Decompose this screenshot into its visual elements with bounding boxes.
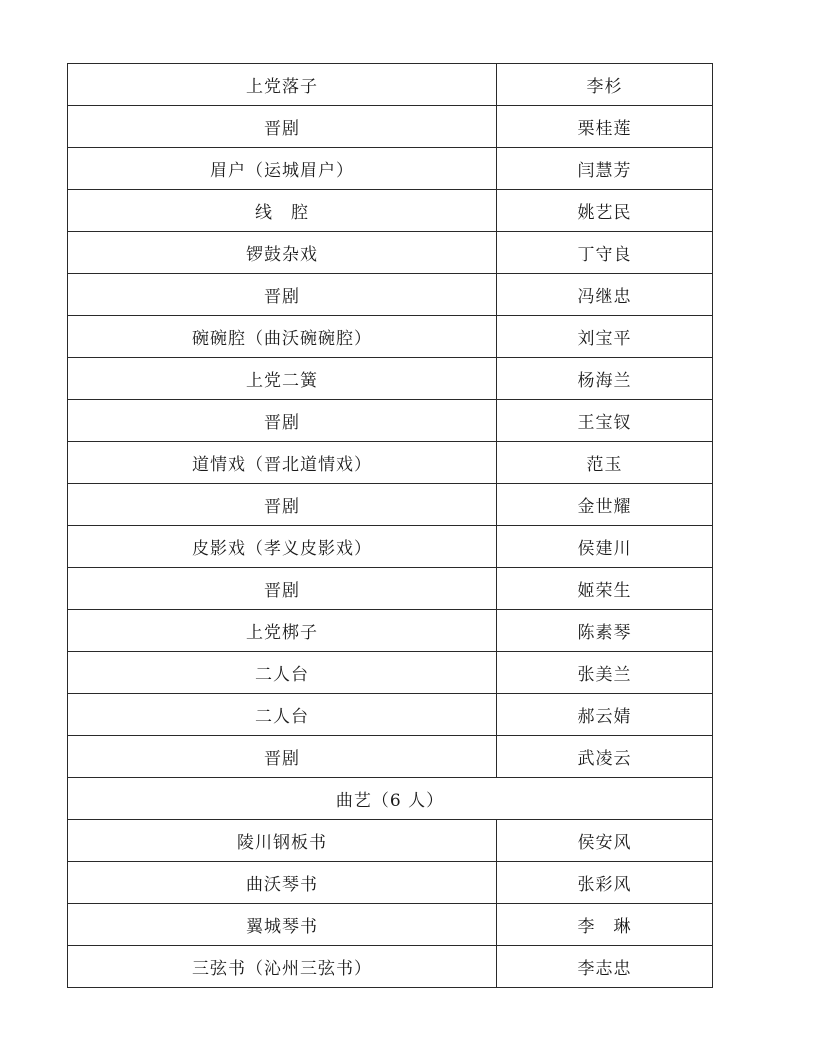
name-cell: 李杉	[497, 64, 713, 106]
table-row	[68, 904, 713, 946]
genre-cell: 陵川钢板书	[68, 820, 497, 862]
inheritors-table	[67, 63, 713, 988]
genre-cell: 上党落子	[68, 64, 497, 106]
genre-cell: 皮影戏（孝义皮影戏）	[68, 526, 497, 568]
name-cell: 李志忠	[497, 946, 713, 988]
genre-cell: 道情戏（晋北道情戏）	[68, 442, 497, 484]
table-row	[68, 526, 713, 568]
genre-cell: 碗碗腔（曲沃碗碗腔）	[68, 316, 497, 358]
table-row	[68, 946, 713, 988]
genre-cell: 上党梆子	[68, 610, 497, 652]
name-cell: 张彩风	[497, 862, 713, 904]
name-cell: 金世耀	[497, 484, 713, 526]
name-cell: 侯建川	[497, 526, 713, 568]
table-row	[68, 736, 713, 778]
name-cell: 武凌云	[497, 736, 713, 778]
table-row	[68, 820, 713, 862]
name-cell: 侯安风	[497, 820, 713, 862]
genre-cell: 锣鼓杂戏	[68, 232, 497, 274]
name-cell: 范玉	[497, 442, 713, 484]
table-row	[68, 610, 713, 652]
name-cell: 闫慧芳	[497, 148, 713, 190]
document-page	[67, 63, 710, 988]
genre-cell: 晋剧	[68, 736, 497, 778]
name-cell: 姚艺民	[497, 190, 713, 232]
table-row	[68, 400, 713, 442]
genre-cell: 三弦书（沁州三弦书）	[68, 946, 497, 988]
table-row	[68, 862, 713, 904]
name-cell: 冯继忠	[497, 274, 713, 316]
table-row	[68, 274, 713, 316]
genre-cell: 翼城琴书	[68, 904, 497, 946]
name-cell: 张美兰	[497, 652, 713, 694]
name-cell: 姬荣生	[497, 568, 713, 610]
genre-cell: 晋剧	[68, 484, 497, 526]
table-row	[68, 358, 713, 400]
name-cell: 刘宝平	[497, 316, 713, 358]
table-row	[68, 148, 713, 190]
table-row	[68, 568, 713, 610]
name-cell: 陈素琴	[497, 610, 713, 652]
genre-cell: 晋剧	[68, 568, 497, 610]
section-heading: 曲艺（6 人）	[68, 778, 713, 820]
genre-cell: 晋剧	[68, 400, 497, 442]
table-row	[68, 316, 713, 358]
name-cell: 郝云婧	[497, 694, 713, 736]
name-cell: 栗桂莲	[497, 106, 713, 148]
genre-cell: 线 腔	[68, 190, 497, 232]
genre-cell: 上党二簧	[68, 358, 497, 400]
section-row	[68, 778, 713, 820]
name-cell: 杨海兰	[497, 358, 713, 400]
genre-cell: 二人台	[68, 652, 497, 694]
table-row	[68, 232, 713, 274]
table-row	[68, 484, 713, 526]
table-row	[68, 694, 713, 736]
name-cell: 丁守良	[497, 232, 713, 274]
genre-cell: 二人台	[68, 694, 497, 736]
name-cell: 王宝钗	[497, 400, 713, 442]
genre-cell: 晋剧	[68, 106, 497, 148]
table-row	[68, 64, 713, 106]
name-cell: 李 琳	[497, 904, 713, 946]
table-row	[68, 442, 713, 484]
genre-cell: 曲沃琴书	[68, 862, 497, 904]
table-row	[68, 190, 713, 232]
table-body-part1	[68, 64, 713, 988]
genre-cell: 晋剧	[68, 274, 497, 316]
table-row	[68, 652, 713, 694]
genre-cell: 眉户（运城眉户）	[68, 148, 497, 190]
table-row	[68, 106, 713, 148]
